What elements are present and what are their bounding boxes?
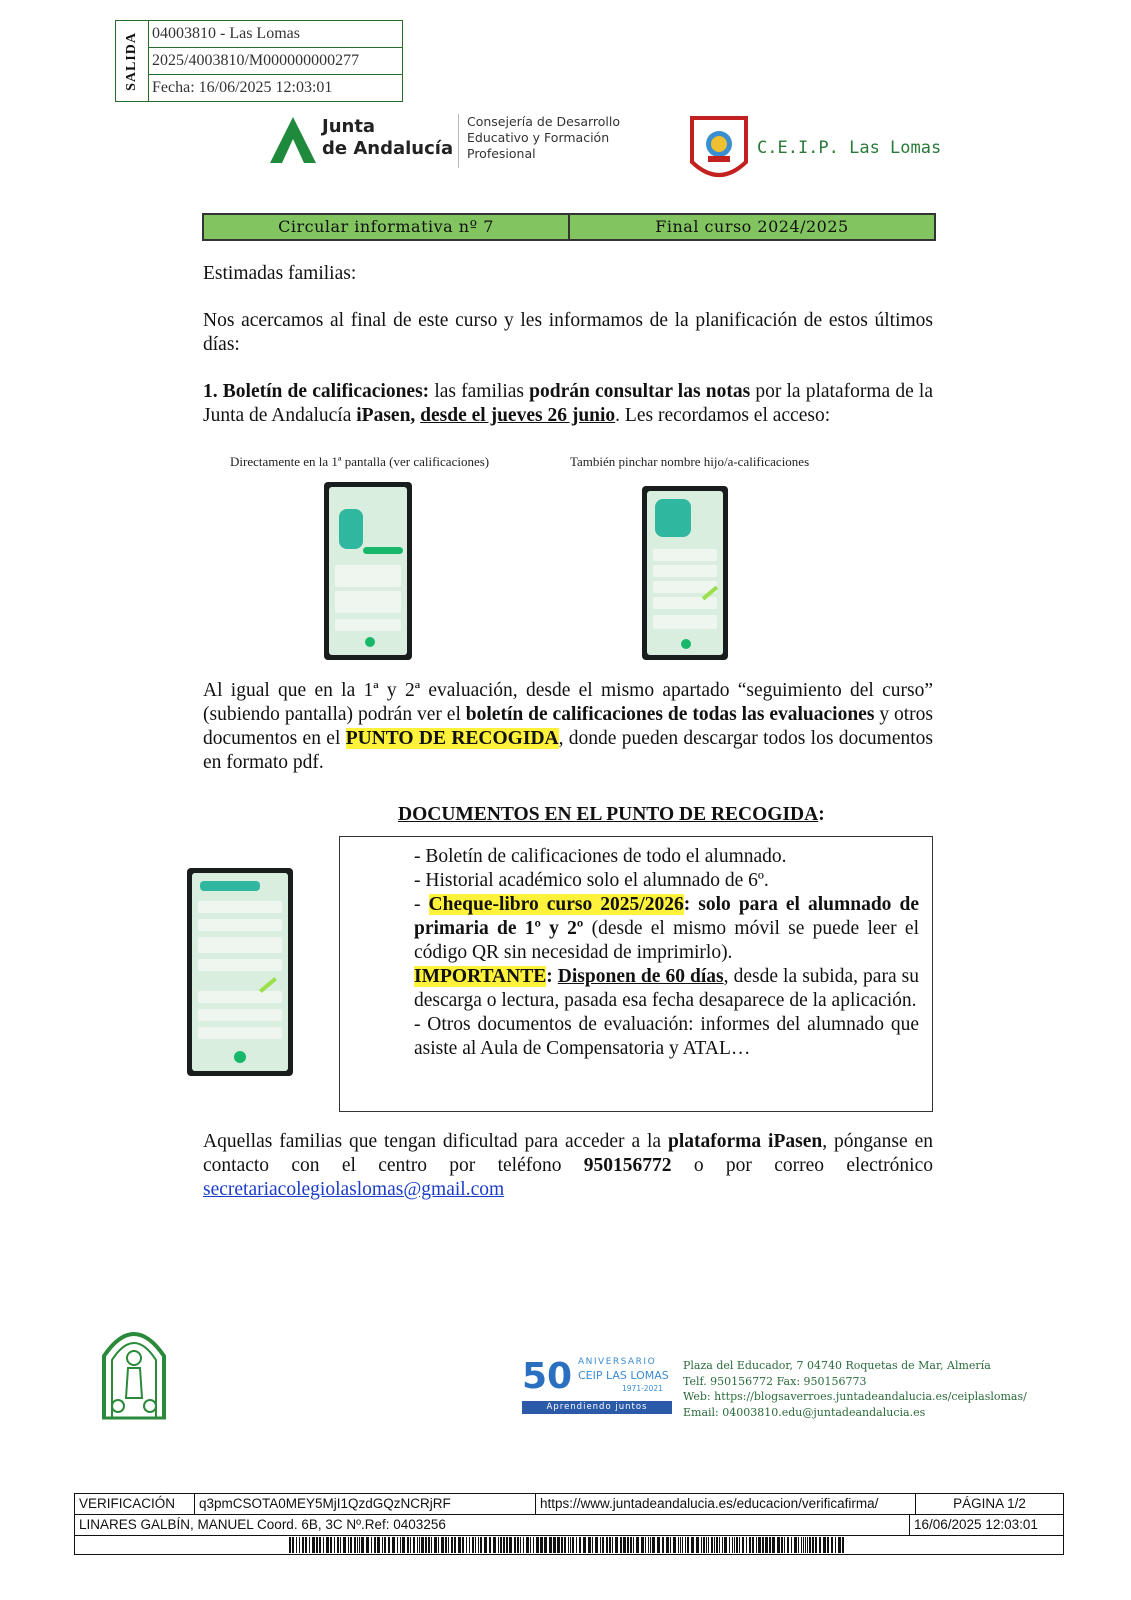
boletin-date: desde el jueves 26 junio — [420, 405, 616, 426]
school-name: C.E.I.P. Las Lomas — [757, 138, 942, 158]
boletin-text-1: las familias — [429, 381, 530, 402]
stamp-side-label: SALIDA — [124, 31, 139, 91]
barcode-icon — [289, 1537, 849, 1553]
importante-days: Disponen de 60 días — [557, 966, 724, 987]
contact-platform: plataforma iPasen — [668, 1131, 823, 1152]
contact-paragraph — [203, 1130, 933, 1202]
registry-stamp — [115, 20, 403, 102]
caption-right: También pinchar nombre hijo/a-calificaciones — [570, 454, 810, 469]
junta-andalucia-logo-icon — [268, 115, 318, 165]
address-line: Plaza del Educador, 7 04740 Roquetas de Mar, Almería — [683, 1359, 991, 1372]
documents-box — [339, 836, 933, 1112]
page-number: PÁGINA 1/2 — [953, 1496, 1026, 1511]
evaluacion-bold: boletín de calificaciones de todas las evaluaciones — [465, 704, 875, 725]
doc-item-cheque-libro — [414, 893, 919, 965]
junta-line1: Junta — [322, 116, 376, 137]
junta-line2: de Andalucía — [322, 138, 454, 159]
boletin-text-4: . Les recordamos el acceso: — [615, 405, 831, 426]
signature-date: 16/06/2025 12:03:01 — [914, 1517, 1038, 1532]
doc-item-otros: - Otros documentos de evaluación: informes del alumnado que asiste al Aula de Compensatoria y ATAL… — [414, 1014, 919, 1059]
docs-title-colon: : — [818, 804, 825, 825]
junta-andalucia-wordmark — [322, 116, 453, 160]
intro-paragraph: Nos acercamos al final de este curso y les informamos de la planificación de estos últimos días: — [203, 310, 933, 355]
phone-fax-line: Telf. 950156772 Fax: 950156773 — [683, 1374, 867, 1388]
school-address — [683, 1358, 1027, 1420]
aniversario-number: 50 — [522, 1356, 573, 1397]
circular-header-bar — [202, 213, 936, 241]
school-crest-icon — [690, 116, 748, 186]
aniversario-label: ANIVERSARIO — [578, 1357, 657, 1367]
email-line[interactable]: Email: 04003810.edu@juntadeandalucia.es — [683, 1405, 926, 1419]
evaluacion-text-1: Al igual que en la 1ª y 2ª evaluación, desde el mismo apartado “seguimiento del curso” (subiendo pantalla) podrán ver el — [203, 680, 933, 725]
verification-table — [74, 1493, 1064, 1555]
consejeria-line1: Consejería de Desarrollo — [467, 114, 621, 129]
docs-title-text: DOCUMENTOS EN EL PUNTO DE RECOGIDA — [398, 804, 819, 825]
contact-phone: 950156772 — [583, 1155, 672, 1176]
verification-code: q3pmCSOTA0MEY5MjI1QzdGQzNCRjRF — [195, 1494, 536, 1514]
stamp-line-date: Fecha: 16/06/2025 12:03:01 — [152, 79, 333, 96]
cheque-libro-highlight: Cheque-libro curso 2025/2026 — [428, 894, 684, 915]
punto-recogida-highlight: PUNTO DE RECOGIDA — [345, 728, 559, 749]
boletin-bold-1: podrán consultar las notas — [529, 381, 751, 402]
boletin-ipasen: iPasen, — [356, 405, 416, 426]
verification-barcode — [75, 1536, 1063, 1554]
andalucia-seal-icon — [98, 1318, 170, 1420]
importante-highlight: IMPORTANTE — [414, 966, 547, 987]
evaluacion-text-3: , donde pueden descargar todos los documentos en formato pdf. — [203, 728, 934, 773]
evaluacion-paragraph — [203, 679, 933, 775]
signer-info: LINARES GALBÍN, MANUEL Coord. 6B, 3C Nº.Ref: 0403256 — [75, 1515, 910, 1535]
stamp-line-center: 04003810 - Las Lomas — [149, 21, 402, 48]
importante-colon: : — [546, 966, 553, 987]
verification-label: VERIFICACIÓN — [75, 1494, 195, 1514]
docs-title — [398, 803, 825, 827]
doc-item-historial: - Historial académico solo el alumnado de 6º. — [414, 870, 769, 891]
aniversario-logo — [522, 1357, 674, 1415]
verification-url[interactable]: https://www.juntadeandalucia.es/educacion/verificafirma/ — [536, 1494, 916, 1514]
boletin-lead: 1. Boletín de calificaciones: — [203, 381, 430, 402]
importante-text: , desde la subida, para su descarga o lectura, pasada esa fecha desaparece de la aplicación. — [414, 966, 920, 1011]
contact-text-2: , pónganse en contacto con el centro por teléfono — [203, 1131, 933, 1176]
doc-item-boletin: - Boletín de calificaciones de todo el alumnado. — [414, 846, 787, 867]
contact-text-1: Aquellas familias que tengan dificultad para acceder a la — [203, 1131, 668, 1152]
boletin-text-2: por la plataforma de la Junta de Andalucía — [203, 381, 933, 426]
contact-text-3: o por correo electrónico — [671, 1155, 933, 1176]
circular-course: Final curso 2024/2025 — [655, 217, 849, 236]
phone-screenshot-home — [324, 482, 412, 660]
doc-item-dash: - — [414, 894, 429, 915]
consejeria-label — [467, 114, 620, 162]
phone-screenshot-child — [642, 486, 728, 660]
caption-left: Directamente en la 1ª pantalla (ver calificaciones) — [230, 454, 490, 469]
circular-number: Circular informativa nº 7 — [204, 215, 570, 239]
phone-screenshot-punto-recogida — [187, 868, 293, 1076]
cheque-libro-bold: : solo para el alumnado de primaria de 1º y 2º — [414, 894, 919, 939]
consejeria-line2: Educativo y Formación — [467, 130, 610, 145]
web-line[interactable]: Web: https://blogsaverroes.juntadeandalucia.es/ceiplaslomas/ — [683, 1390, 1027, 1403]
doc-important-note — [414, 965, 919, 1013]
evaluacion-text-2: y otros documentos en el — [203, 704, 933, 749]
consejeria-line3: Profesional — [467, 146, 536, 161]
header-separator — [458, 114, 459, 168]
aniversario-school: CEIP LAS LOMAS — [578, 1369, 669, 1382]
contact-email-link[interactable]: secretariacolegiolaslomas@gmail.com — [203, 1179, 505, 1200]
aniversario-years: 1971-2021 — [622, 1384, 663, 1393]
aniversario-slogan: Aprendiendo juntos — [522, 1401, 672, 1414]
cheque-libro-text: (desde el mismo móvil se puede leer el código QR sin necesidad de imprimirlo). — [414, 918, 919, 963]
stamp-line-registry: 2025/4003810/M000000000277 — [149, 48, 402, 75]
boletin-paragraph — [203, 380, 933, 428]
greeting: Estimadas familias: — [203, 263, 357, 284]
